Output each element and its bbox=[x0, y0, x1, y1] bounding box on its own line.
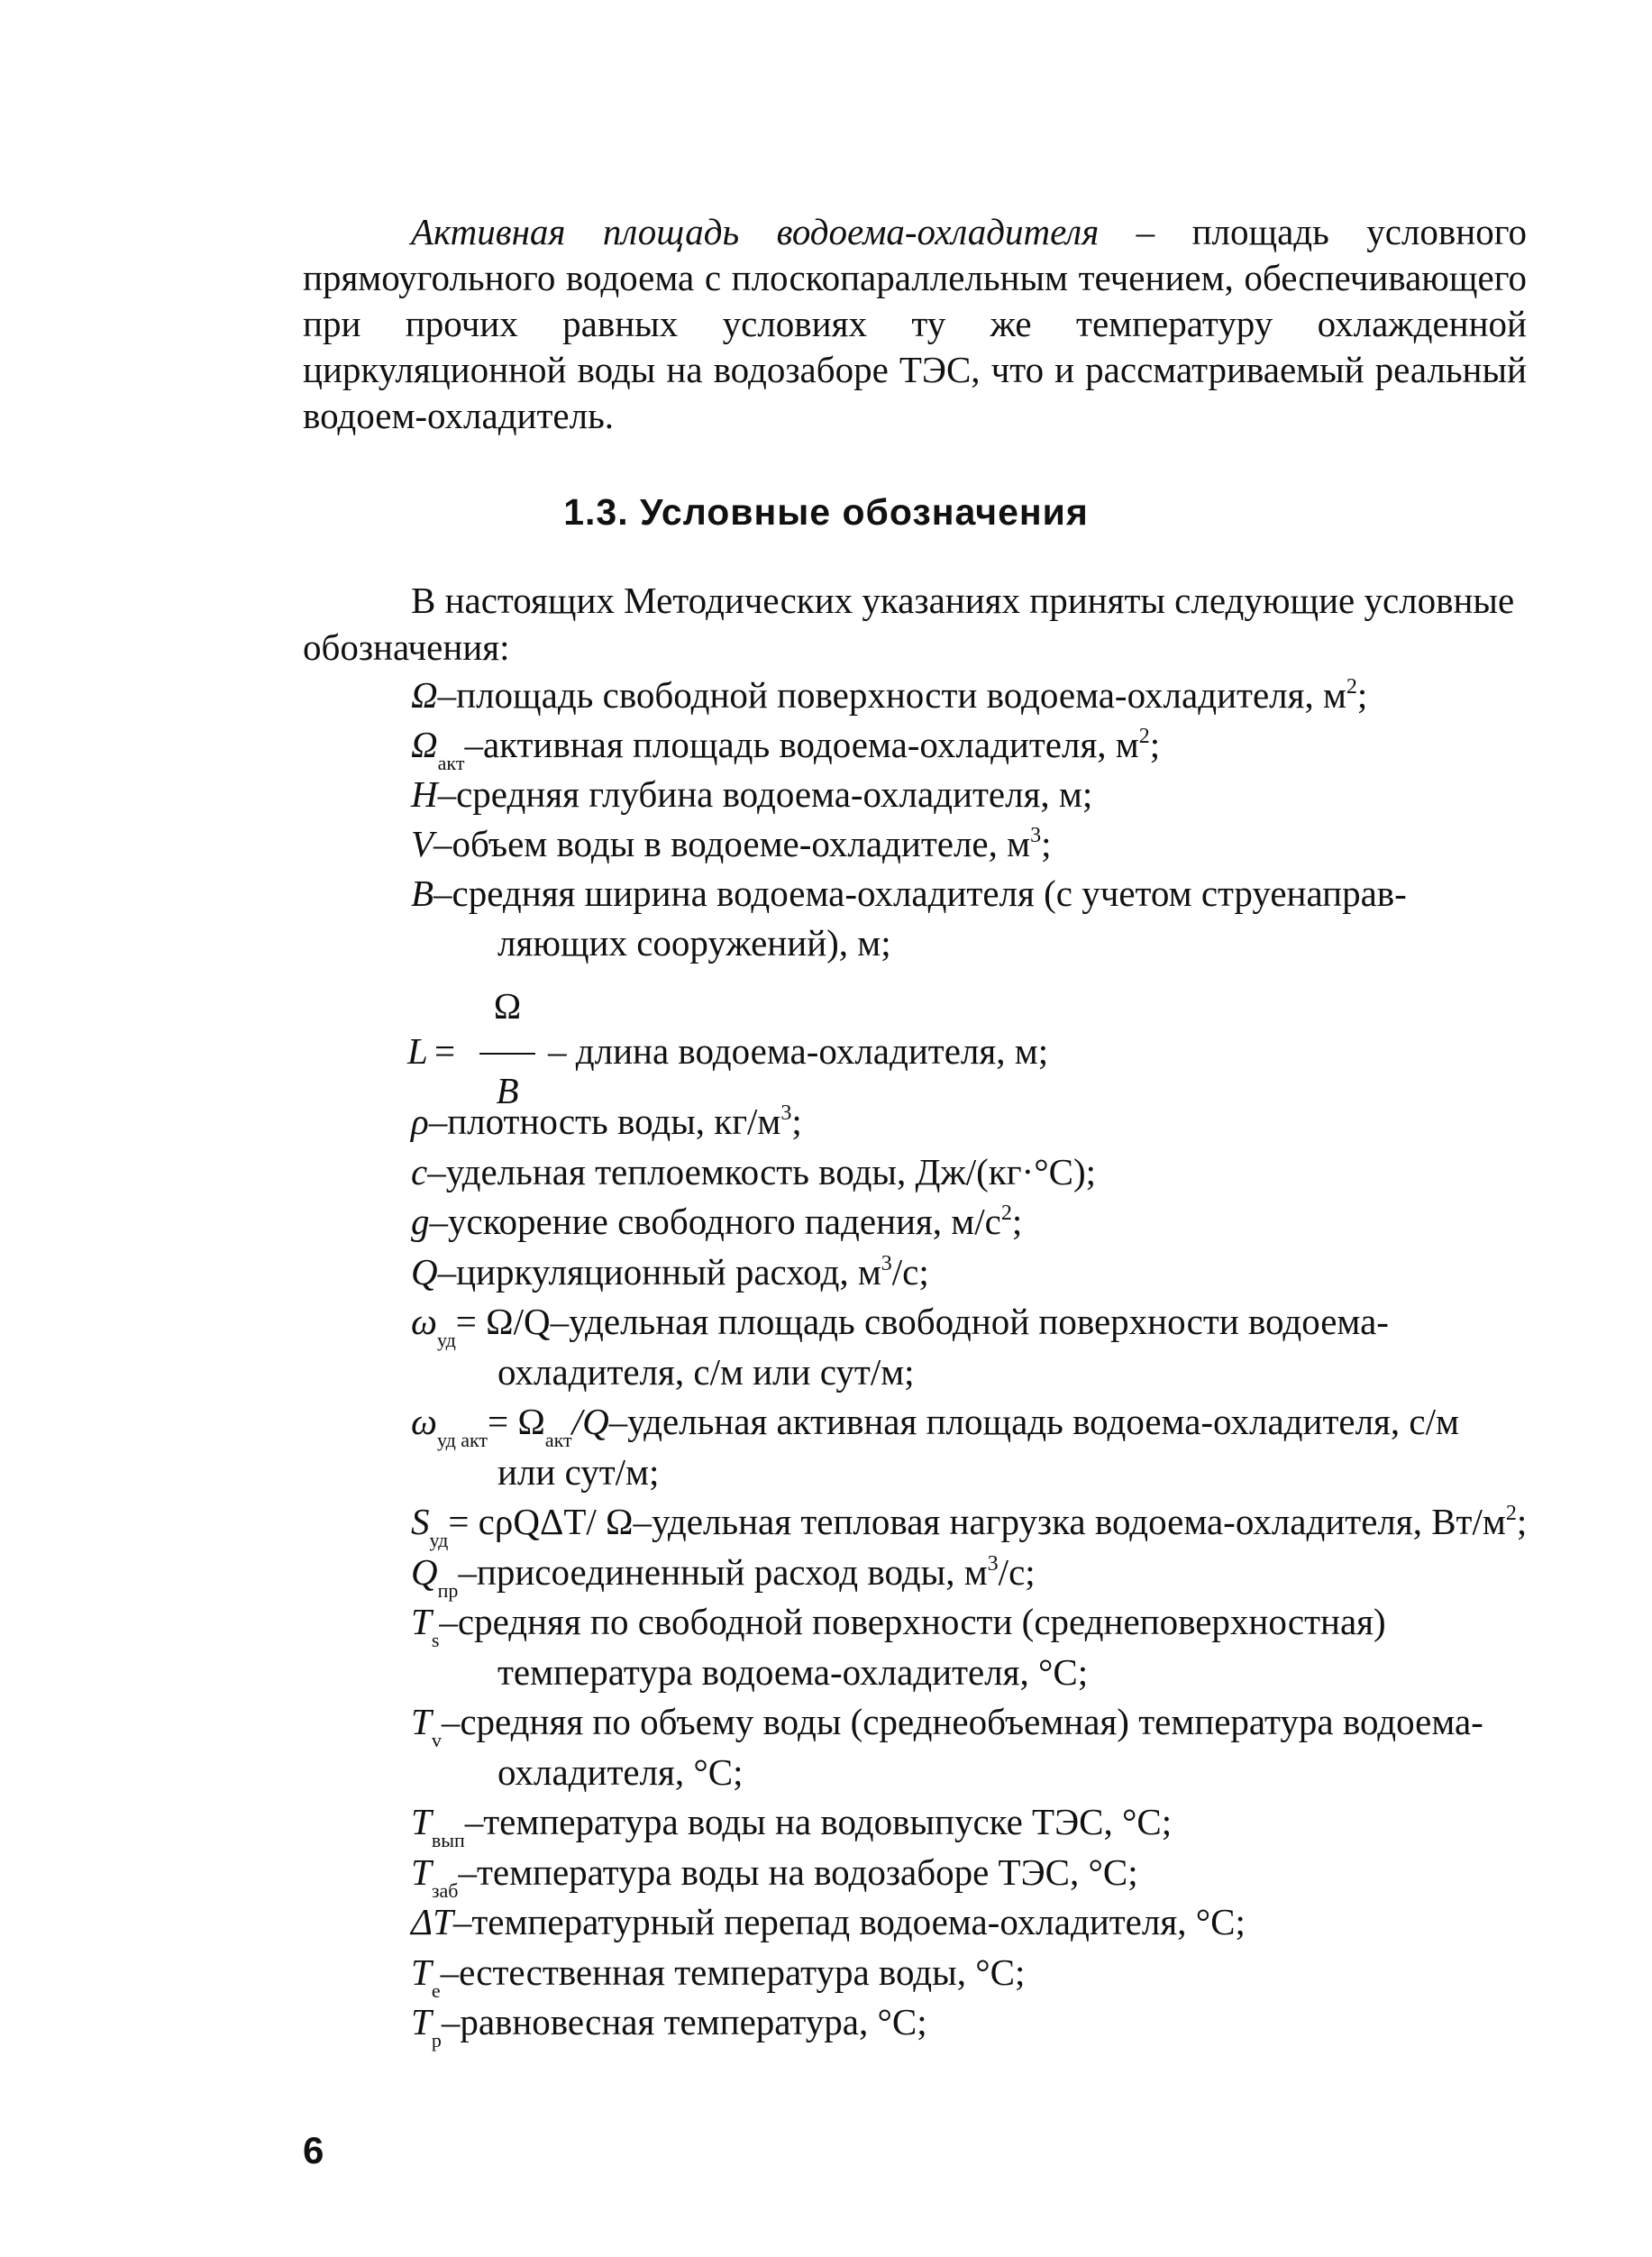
symbol-row bbox=[411, 1849, 1138, 1902]
definition-term: Активная площадь водоема-охладителя bbox=[411, 211, 1100, 252]
definition-text: объем воды в водоеме-охладителе, м bbox=[452, 823, 1031, 864]
symbol-expression: = Ω bbox=[488, 1401, 545, 1442]
definition-text: средняя по объему воды (среднеобъемная) температура водоема- bbox=[460, 1701, 1483, 1742]
symbol: B bbox=[411, 873, 434, 914]
unit-superscript: 2 bbox=[1000, 1202, 1012, 1225]
definition-tail: ; bbox=[1149, 724, 1161, 765]
unit-superscript: 3 bbox=[987, 1551, 999, 1576]
definition-dash: – bbox=[441, 1701, 461, 1742]
symbol-subscript: e bbox=[431, 1978, 441, 2002]
symbol-subscript: уд акт bbox=[436, 1429, 488, 1451]
definition-tail: ; bbox=[1516, 1501, 1528, 1542]
definition-tail: /с; bbox=[998, 1550, 1036, 1593]
definition-dash: – bbox=[437, 773, 457, 815]
definition-tail: ; bbox=[791, 1101, 802, 1142]
definition-text: удельная теплоемкость воды, Дж/(кг·°С); bbox=[445, 1150, 1096, 1192]
formula-dash: – bbox=[548, 1030, 576, 1072]
symbol: T bbox=[411, 1951, 432, 1993]
symbol: Ω bbox=[411, 674, 438, 716]
definition-text: площадь условного прямоугольного водоема с плоскопараллельным течением, обеспечивающего при прочих равных условиях ту же температуру охлажденной циркуляционной воды на водозаборе ТЭС, что и рассматриваемый реальный водоем-охладитель. bbox=[303, 211, 1527, 436]
definition-dash: – bbox=[458, 1850, 477, 1893]
definition-text: равновесная температура, °С; bbox=[460, 2001, 927, 2042]
symbol-row bbox=[411, 1198, 1022, 1251]
definition-dash: – bbox=[458, 1550, 477, 1593]
symbol-row bbox=[411, 672, 1367, 725]
definition-dash: – bbox=[439, 1601, 458, 1642]
definition-dash: – bbox=[440, 1951, 460, 1993]
formula-equals: = bbox=[434, 1030, 456, 1072]
definition-text: присоединенный расход воды, м bbox=[476, 1550, 988, 1593]
symbol-subscript: уд bbox=[436, 1329, 456, 1351]
definition-dash: – bbox=[434, 823, 452, 864]
symbol: c bbox=[411, 1150, 428, 1192]
definition-paragraph bbox=[303, 209, 1527, 439]
formula-denominator: B bbox=[496, 1070, 519, 1111]
symbol-subscript: s bbox=[431, 1629, 440, 1651]
definition-dash: – bbox=[429, 1201, 448, 1242]
symbol-row bbox=[411, 1248, 929, 1302]
definition-text: естественная температура воды, °С; bbox=[459, 1951, 1026, 1993]
symbol: V bbox=[411, 823, 434, 864]
symbol: T bbox=[411, 2001, 432, 2042]
definition-dash: – bbox=[633, 1501, 652, 1542]
symbol: ω bbox=[411, 1401, 437, 1442]
symbol: T bbox=[411, 1701, 432, 1742]
definition-dash: – bbox=[452, 1901, 472, 1942]
unit-superscript: 2 bbox=[1138, 725, 1150, 748]
definition-text: температура воды на водозаборе ТЭС, °С; bbox=[476, 1850, 1138, 1893]
definition-text: плотность воды, кг/м bbox=[447, 1101, 781, 1142]
symbol-row bbox=[411, 870, 1407, 917]
symbol: H bbox=[411, 773, 438, 815]
formula-text: длина водоема-охладителя, м; bbox=[575, 1030, 1049, 1072]
symbol-row bbox=[411, 1398, 1459, 1451]
expression-subscript: акт bbox=[544, 1429, 572, 1451]
definition-continuation: или сут/м; bbox=[497, 1450, 660, 1493]
symbol: Q bbox=[411, 1550, 438, 1593]
intro-text: В настоящих Методических указаниях приняты следующие условные обозначения: bbox=[303, 580, 1515, 668]
definition-tail: ; bbox=[1356, 674, 1368, 716]
symbol-row bbox=[411, 1698, 1483, 1751]
definition-text: температура воды на водовыпуске ТЭС, °С; bbox=[483, 1801, 1173, 1842]
definition-tail: ; bbox=[1041, 823, 1052, 864]
symbol-row bbox=[411, 1298, 1389, 1351]
symbol-subscript: v bbox=[431, 1729, 442, 1751]
symbol-row bbox=[411, 1498, 1527, 1551]
formula-lhs: L bbox=[407, 1030, 428, 1072]
unit-superscript: 3 bbox=[1030, 824, 1042, 847]
symbol-row bbox=[411, 1998, 927, 2051]
definition-dash: – bbox=[427, 1150, 446, 1192]
expression-tail: /Q bbox=[571, 1401, 609, 1442]
definition-tail: /с; bbox=[891, 1250, 929, 1293]
symbol-expression: = Ω/Q bbox=[455, 1301, 551, 1342]
definition-text: площадь свободной поверхности водоема-охладителя, м bbox=[456, 674, 1346, 716]
definition-dash: – bbox=[464, 724, 483, 765]
definition-continuation: охладителя, °С; bbox=[497, 1750, 744, 1793]
unit-superscript: 2 bbox=[1346, 675, 1357, 699]
symbol: Q bbox=[411, 1250, 438, 1293]
symbol-row bbox=[411, 820, 1051, 873]
definition-continuation: ляющих сооружений), м; bbox=[497, 922, 891, 964]
symbol-subscript: акт bbox=[437, 752, 465, 774]
definition-tail: ; bbox=[1011, 1201, 1023, 1242]
symbol-row bbox=[411, 1898, 1246, 1945]
definition-dash: – bbox=[464, 1801, 484, 1842]
definition-dash: – bbox=[437, 1250, 457, 1293]
definition-dash: – bbox=[428, 1101, 448, 1142]
symbol-row bbox=[411, 1098, 802, 1151]
symbol-row bbox=[411, 1798, 1172, 1851]
unit-superscript: 3 bbox=[881, 1251, 892, 1275]
unit-superscript: 2 bbox=[1505, 1502, 1517, 1525]
definition-text: циркуляционный расход, м bbox=[456, 1250, 881, 1293]
formula-definition bbox=[548, 1029, 1048, 1073]
definition-text: удельная тепловая нагрузка водоема-охладителя, Вт/м bbox=[651, 1501, 1506, 1542]
symbol: ω bbox=[411, 1301, 437, 1342]
symbol-row bbox=[411, 1598, 1386, 1651]
symbol-row bbox=[411, 721, 1160, 774]
definition-dash: – bbox=[1099, 211, 1192, 252]
unit-superscript: 3 bbox=[780, 1101, 792, 1125]
definition-text: активная площадь водоема-охладителя, м bbox=[482, 724, 1139, 765]
definition-dash: – bbox=[434, 873, 452, 914]
symbol-subscript: заб bbox=[431, 1878, 459, 1902]
symbol-row bbox=[411, 1949, 1025, 2002]
symbol-row bbox=[411, 1549, 1036, 1602]
definition-dash: – bbox=[437, 674, 457, 716]
symbol-subscript: вып bbox=[431, 1829, 465, 1851]
symbol: Ω bbox=[411, 724, 438, 765]
symbol: T bbox=[411, 1850, 432, 1893]
definition-text: удельная площадь свободной поверхности водоема- bbox=[569, 1301, 1389, 1342]
formula-numerator: Ω bbox=[493, 985, 522, 1027]
definition-text: средняя ширина водоема-охладителя (с учетом струенаправ- bbox=[452, 873, 1407, 914]
symbol-expression: = cρQΔT/ Ω bbox=[448, 1501, 634, 1542]
symbol-row bbox=[411, 771, 1092, 818]
definition-text: удельная активная площадь водоема-охладителя, с/м bbox=[627, 1401, 1459, 1442]
symbol: ΔT bbox=[411, 1901, 453, 1942]
section-title: 1.3. Условные обозначения bbox=[563, 491, 1089, 533]
definition-dash: – bbox=[550, 1301, 570, 1342]
definition-text: ускорение свободного падения, м/с bbox=[448, 1201, 1001, 1242]
definition-dash: – bbox=[441, 2001, 461, 2042]
symbol: T bbox=[411, 1601, 432, 1642]
definition-text: температурный перепад водоема-охладителя, °С; bbox=[471, 1901, 1246, 1942]
symbol-row bbox=[411, 1148, 1096, 1195]
definition-continuation: температура водоема-охладителя, °С; bbox=[497, 1650, 1089, 1693]
definition-text: средняя по свободной поверхности (среднеповерхностная) bbox=[457, 1601, 1386, 1642]
symbol: T bbox=[411, 1801, 432, 1842]
symbol-subscript: p bbox=[431, 2029, 442, 2051]
symbol: S bbox=[411, 1501, 430, 1542]
definition-dash: – bbox=[608, 1401, 628, 1442]
symbol: g bbox=[411, 1201, 430, 1242]
symbol: ρ bbox=[411, 1101, 429, 1142]
definition-text: средняя глубина водоема-охладителя, м; bbox=[456, 773, 1093, 815]
fraction-bar bbox=[479, 1053, 535, 1055]
symbol-subscript: уд bbox=[429, 1529, 449, 1551]
intro-paragraph bbox=[303, 577, 1527, 671]
symbol-subscript: пр bbox=[437, 1578, 459, 1602]
page-number: 6 bbox=[303, 2129, 324, 2171]
definition-continuation: охладителя, с/м или сут/м; bbox=[497, 1350, 915, 1393]
